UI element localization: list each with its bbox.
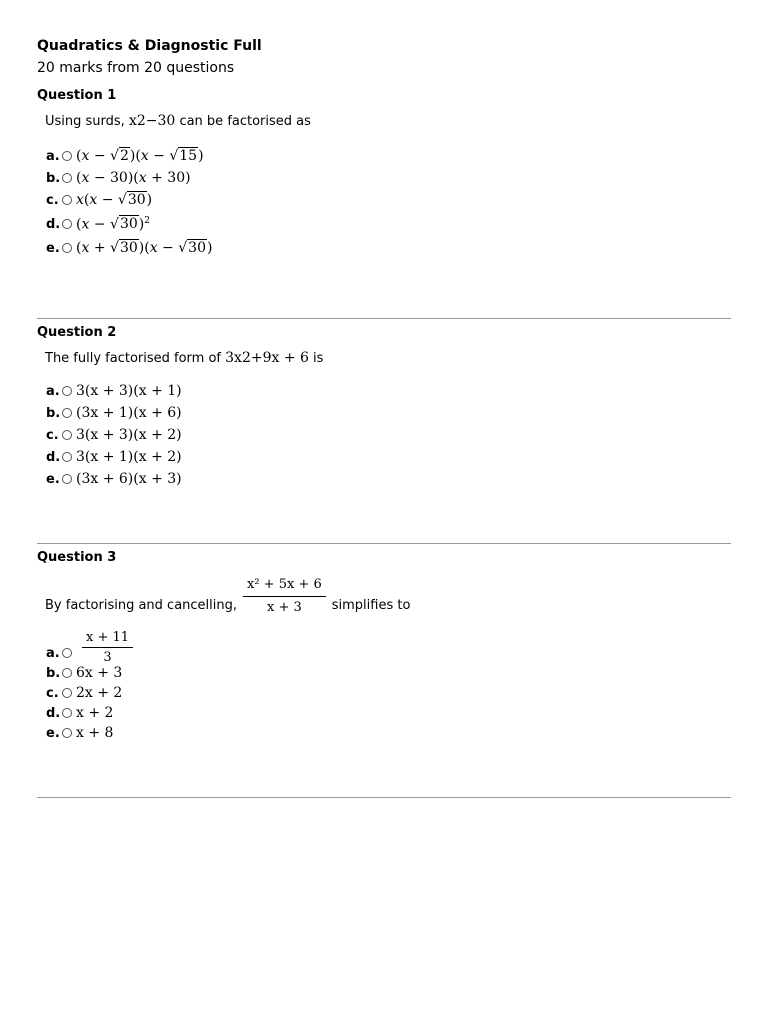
question-label: Question 1 — [37, 88, 117, 103]
option-d[interactable] — [46, 703, 731, 723]
radio-button[interactable] — [62, 708, 72, 718]
option-letter: d. — [46, 705, 61, 721]
radio-button[interactable] — [62, 452, 72, 462]
option-letter: e. — [46, 240, 60, 256]
question-text-after: can be factorised as — [175, 114, 311, 129]
option-fraction — [82, 630, 133, 665]
fraction-numerator: x + 11 — [82, 630, 133, 648]
option-math: (x − √2)(x − √15) — [76, 148, 204, 164]
radio-button[interactable] — [62, 173, 72, 183]
option-d[interactable] — [46, 446, 731, 468]
question-text — [45, 576, 731, 617]
option-math: $(x - √30)^2$ — [76, 215, 150, 233]
question-fraction — [243, 576, 326, 617]
option-a[interactable] — [46, 625, 731, 663]
option-a[interactable] — [46, 145, 731, 167]
page-title: Quadratics & Diagnostic Full — [37, 38, 262, 54]
question-text-before: By factorising and cancelling, — [45, 597, 237, 613]
radio-button[interactable] — [62, 430, 72, 440]
question-text-after: simplifies to — [331, 597, 411, 613]
question-divider — [37, 318, 731, 319]
option-letter: b. — [46, 405, 61, 421]
radio-button[interactable] — [62, 151, 72, 161]
option-math: x + 8 — [76, 725, 114, 741]
radio-button[interactable] — [62, 668, 72, 678]
option-a[interactable] — [46, 380, 731, 402]
question-2 — [37, 324, 731, 490]
radio-button[interactable] — [62, 243, 72, 253]
question-3 — [37, 549, 731, 743]
option-letter: e. — [46, 725, 60, 741]
option-b[interactable] — [46, 402, 731, 424]
radio-button[interactable] — [62, 688, 72, 698]
option-math: (3x + 1)(x + 6) — [76, 405, 182, 421]
option-c[interactable] — [46, 424, 731, 446]
option-letter: c. — [46, 685, 59, 701]
question-label: Question 2 — [37, 325, 117, 340]
option-e[interactable] — [46, 723, 731, 743]
option-c[interactable] — [46, 683, 731, 703]
option-math: 3(x + 3)(x + 1) — [76, 383, 182, 399]
radio-button[interactable] — [62, 219, 72, 229]
option-letter: c. — [46, 427, 59, 443]
option-letter: a. — [46, 646, 60, 661]
options-list — [46, 145, 731, 259]
radio-button[interactable] — [62, 386, 72, 396]
question-1 — [37, 87, 731, 259]
question-text-before: Using surds, — [45, 114, 129, 129]
option-math: 3(x + 1)(x + 2) — [76, 449, 182, 465]
option-b[interactable] — [46, 663, 731, 683]
radio-button[interactable] — [62, 728, 72, 738]
option-math: x + 2 — [76, 705, 114, 721]
question-text-after: is — [308, 351, 324, 366]
quiz-page — [37, 36, 731, 78]
option-letter: b. — [46, 665, 61, 681]
question-label: Question 3 — [37, 550, 117, 565]
question-text — [45, 349, 731, 368]
option-letter: b. — [46, 170, 61, 186]
radio-button[interactable] — [62, 408, 72, 418]
radio-button[interactable] — [62, 195, 72, 205]
question-math: x2−30 — [128, 113, 176, 129]
radio-button[interactable] — [62, 474, 72, 484]
option-letter: d. — [46, 216, 61, 232]
question-divider — [37, 543, 731, 544]
option-math: 6x + 3 — [76, 665, 123, 681]
question-divider — [37, 797, 731, 798]
question-text-before: The fully factorised form of — [45, 351, 226, 366]
question-math: 3x2+9x + 6 — [225, 350, 309, 366]
question-text — [45, 112, 731, 131]
option-letter: a. — [46, 148, 60, 164]
page-subtitle: 20 marks from 20 questions — [37, 60, 235, 76]
option-math: (3x + 6)(x + 3) — [76, 471, 182, 487]
options-list — [46, 625, 731, 743]
option-b[interactable] — [46, 167, 731, 189]
option-letter: e. — [46, 471, 60, 487]
fraction-denominator: x + 3 — [266, 600, 302, 615]
options-list — [46, 380, 731, 490]
option-letter: c. — [46, 192, 59, 208]
option-e[interactable] — [46, 237, 731, 259]
option-math: x(x − √30) — [76, 192, 153, 208]
option-math: (x − 30)(x + 30) — [76, 170, 191, 186]
option-letter: a. — [46, 383, 60, 399]
radio-button[interactable] — [62, 648, 72, 658]
option-math: 2x + 2 — [76, 685, 123, 701]
option-math: (x + √30)(x − √30) — [76, 240, 213, 256]
option-d[interactable] — [46, 211, 731, 237]
option-math: 3(x + 3)(x + 2) — [76, 427, 182, 443]
option-c[interactable] — [46, 189, 731, 211]
fraction-denominator: 3 — [103, 650, 112, 665]
fraction-numerator: x² + 5x + 6 — [243, 576, 326, 597]
option-letter: d. — [46, 449, 61, 465]
option-e[interactable] — [46, 468, 731, 490]
